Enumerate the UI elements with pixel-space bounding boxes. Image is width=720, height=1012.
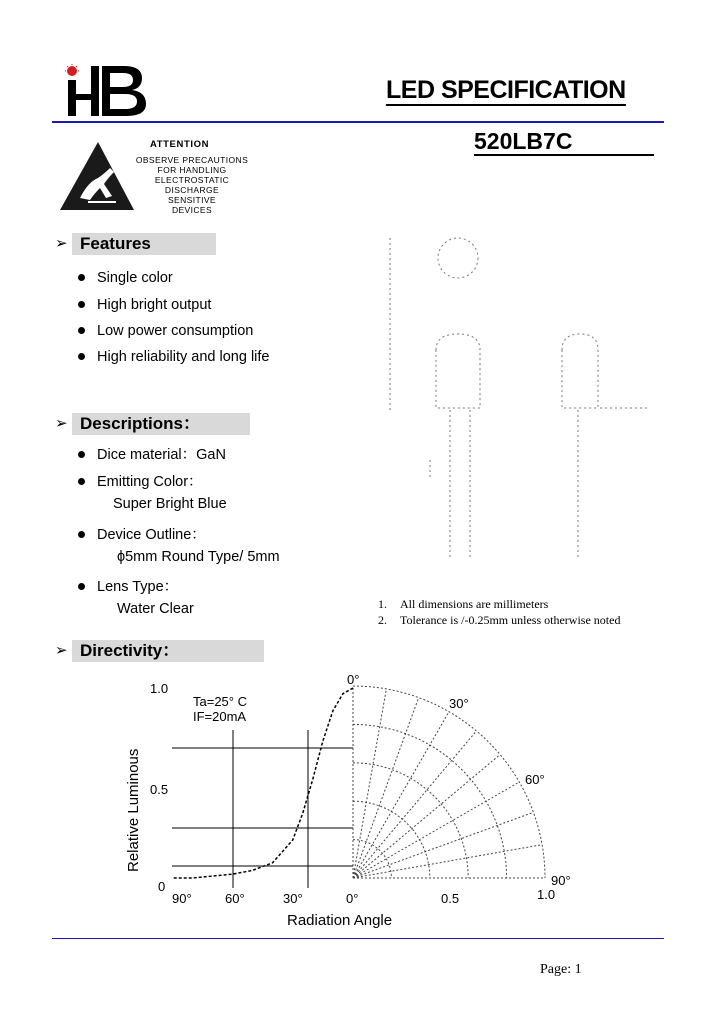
logo-dot-icon [67,66,77,76]
dimension-notes [378,596,620,628]
polar-ring [353,763,468,878]
esd-line: SENSITIVE [167,195,216,205]
directivity-chart [115,666,590,936]
emitting-color-value: Super Bright Blue [113,496,227,512]
arrow-bullet-icon: ➢ [55,415,68,432]
dimension-drawing [360,230,660,590]
polar-grid [353,686,545,878]
bullet-icon [78,327,85,334]
esd-attention: ATTENTION [150,139,210,150]
list-item [78,270,173,286]
device-outline-label: Device Outline： [97,527,206,543]
arrow-bullet-icon: ➢ [55,642,68,659]
list-item [78,323,253,339]
list-item [78,297,211,313]
lens-type-label: Lens Type： [97,579,179,595]
bullet-icon [78,274,85,281]
polar-angle-label: 0° [347,672,360,687]
bullet-icon [78,353,85,360]
x-tick-label: 90° [172,891,192,906]
feature-text: Single color [97,270,173,286]
feature-text: High bright output [97,297,212,313]
bullet-icon [78,451,85,458]
feature-text: Low power consumption [97,323,254,339]
list-item [78,470,203,491]
dice-material: Dice material：GaN [97,447,226,463]
esd-line: DISCHARGE [164,185,220,195]
document-title: LED SPECIFICATION [386,76,626,104]
y-tick-label: 0 [158,879,166,894]
x-axis-label: Radiation Angle [287,912,393,929]
page-number: Page: 1 [540,962,582,977]
emitting-color-label: Emitting Color： [97,474,203,490]
y-tick-label: 1.0 [150,681,169,696]
feature-text: High reliability and long life [97,349,270,365]
note-item: 2. Tolerance is /-0.25mm unless otherwise noted [378,613,621,627]
descriptions-heading: Descriptions： [72,413,250,435]
part-number: 520LB7C [474,128,654,156]
list-item [78,523,206,544]
y-axis-label: Relative Luminous [125,748,142,872]
x-tick-label: 0° [346,891,359,906]
lens-type-value: Water Clear [117,601,194,617]
device-outline-value: ϕ5mm Round Type/ 5mm [117,549,280,565]
x-tick-label: 60° [225,891,245,906]
bullet-icon [78,583,85,590]
esd-line: OBSERVE PRECAUTIONS [135,155,249,165]
condition-current: IF=20mA [193,709,247,724]
note-item: 1. All dimensions are millimeters [378,597,549,611]
directivity-heading: Directivity： [72,640,264,662]
footer-divider [52,938,664,939]
polar-angle-label: 90° [551,873,571,888]
bullet-icon [78,301,85,308]
esd-line: ELECTROSTATIC [154,175,230,185]
polar-angle-label: 30° [449,696,469,711]
y-tick-label: 0.5 [150,782,169,797]
x-tick-label: 1.0 [537,887,556,902]
polar-ring [353,801,430,878]
list-item [78,443,226,464]
x-tick-label: 30° [283,891,303,906]
esd-line: FOR HANDLING [157,165,227,175]
features-heading: Features [72,233,216,255]
esd-text [118,155,266,215]
arrow-bullet-icon: ➢ [55,235,68,252]
list-item [78,575,178,596]
esd-line: DEVICES [171,205,213,215]
polar-angle-label: 60° [525,772,545,787]
list-item [78,349,270,365]
header-divider [52,121,664,123]
polar-spoke [353,812,533,878]
condition-temperature: Ta=25° C [193,694,247,709]
company-logo [62,64,148,118]
bullet-icon [78,478,85,485]
x-tick-label: 0.5 [441,891,460,906]
bullet-icon [78,531,85,538]
